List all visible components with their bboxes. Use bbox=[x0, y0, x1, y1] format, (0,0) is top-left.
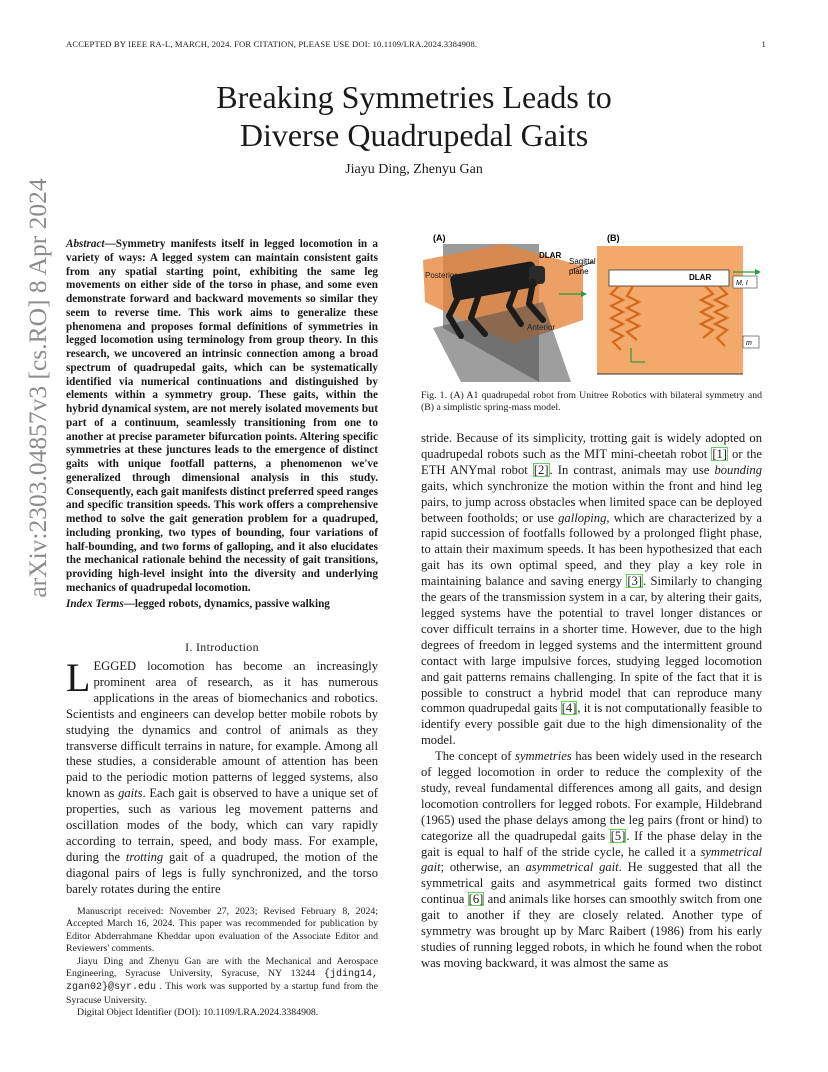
panel-a-label: (A) bbox=[433, 233, 446, 243]
body-text: gaits, which synchronize the motion within the front and hind leg pairs, to jump across obstacles when limited space can be deployed between footholds; or use bbox=[421, 478, 762, 525]
intro-text: gait of a quadruped, the motion of the diagonal pairs of legs is fully synchronized, and the torso barely rotates during the entire bbox=[66, 849, 378, 896]
body-text: . He suggested that all the symmetrical gaits and asymmetrical gaits formed two distinct continua bbox=[421, 860, 762, 907]
intro-text: . Each gait is observed to have a unique set of properties, such as various leg movement patterns and oscillation modes of the body, which can vary rapidly according to terrain, speed, and body mass. For example, during the bbox=[66, 786, 378, 864]
figure-caption: Fig. 1. (A) A1 quadrupedal robot from Unitree Robotics with bilateral symmetry and (B) a simplistic spring-mass model. bbox=[421, 390, 762, 414]
body-text: , it is not computationally feasible to identify every possible gait due to the high dimensionality of the model. bbox=[421, 701, 763, 748]
intro-term-gaits: gaits bbox=[118, 786, 143, 801]
term-asymmetrical-gait: asymmetrical gait bbox=[525, 860, 619, 875]
anterior-label: Anterior bbox=[527, 323, 556, 332]
citation-link[interactable]: [3] bbox=[627, 574, 643, 589]
authors: Jiayu Ding, Zhenyu Gan bbox=[345, 162, 483, 177]
running-header: ACCEPTED BY IEEE RA-L, MARCH, 2024. FOR CITATION, PLEASE USE DOI: 10.1109/LRA.2024.3384908. bbox=[66, 39, 478, 49]
term-symmetrical-gait: symmetrical gait bbox=[421, 844, 762, 875]
paper-title bbox=[0, 78, 828, 154]
index-terms-label: Index Terms bbox=[66, 598, 124, 610]
body-text: . In contrast, animals may use bbox=[549, 462, 715, 477]
footnote-text: . This work was supported by a startup fund from the Syracuse University. bbox=[66, 981, 378, 1006]
body-text: The concept of bbox=[435, 749, 516, 764]
body-text: or the ETH ANYmal robot bbox=[421, 446, 762, 477]
body-text: . Similarly to changing the gears of the transmission system in a car, by altering their gaits, legged systems have the potential to travel longer distances or cover difficult terrains in a shorter time. However, due to the high degrees of freedom in legged systems and the intermittent ground contact with large impulsive forces, studying legged locomotion and gait patterns remains challenging. In spite of the fact that it is possible to construct a hybrid model that can reproduce many common quadrupedal gaits bbox=[421, 574, 762, 716]
intro-first-word: EGGED bbox=[93, 659, 137, 673]
intro-term-trotting: trotting bbox=[125, 849, 164, 864]
body-text: has been widely used in the research of legged locomotion in order to reduce the complexity of the study, reveal fundamental differences among all gaits, and design locomotion controllers for legged robots. For example, Hildebrand (1965) used the phase delays among the leg pairs (front or hind) to categorize all the quadrupedal gaits bbox=[421, 749, 762, 843]
index-terms bbox=[66, 597, 378, 611]
posterior-label: Posterior bbox=[425, 271, 458, 280]
mass-inertia-label: M, I bbox=[736, 280, 748, 287]
index-terms-text: —legged robots, dynamics, passive walking bbox=[123, 598, 330, 610]
dlar-logo-b: DLAR bbox=[689, 273, 712, 282]
citation-link[interactable]: [4] bbox=[561, 701, 577, 716]
right-column-text bbox=[421, 431, 762, 972]
term-bounding: bounding bbox=[714, 462, 763, 477]
author-emails[interactable]: {jding14, zgan02}@syr.edu bbox=[66, 969, 378, 994]
title-line-1: Breaking Symmetries Leads to bbox=[216, 79, 612, 115]
footnote-doi: Digital Object Identifier (DOI): 10.1109/LRA.2024.3384908. bbox=[77, 1007, 319, 1019]
title-line-2: Diverse Quadrupedal Gaits bbox=[239, 117, 589, 153]
drop-cap: L bbox=[66, 655, 91, 700]
intro-paragraph bbox=[66, 655, 378, 898]
abstract bbox=[66, 238, 378, 596]
body-text: stride. Because of its simplicity, trotting gait is widely adopted on quadrupedal robots such as the MIT mini-cheetah robot bbox=[421, 431, 762, 461]
leg-mass-label: m bbox=[746, 340, 752, 347]
body-text: . If the phase delay in the gait is equal to half of the stride cycle, he called it a bbox=[421, 828, 762, 859]
term-galloping: galloping bbox=[558, 510, 607, 525]
velocity-arrowhead-a bbox=[581, 291, 587, 297]
abstract-label: Abstract bbox=[66, 238, 105, 250]
footnote-manuscript: Manuscript received: November 27, 2023; Revised February 8, 2024; Accepted March 16, 2024. This paper was recommended for publication by Editor Abderrahmane Kheddar upon evaluation of the Associate Editor and Reviewers' comments. bbox=[66, 906, 378, 955]
figure-1-graphic bbox=[421, 232, 762, 388]
figure-1 bbox=[421, 232, 762, 388]
plane-label: plane bbox=[569, 267, 589, 276]
page-number: 1 bbox=[761, 39, 766, 49]
body-paragraph bbox=[421, 749, 762, 972]
footnote-text: Jiayu Ding and Zhenyu Gan are with the Mechanical and Aerospace Engineering, Syracuse University, Syracuse, NY 13244 bbox=[66, 955, 378, 980]
citation-link[interactable]: [6] bbox=[468, 892, 484, 907]
body-text: ; otherwise, an bbox=[440, 860, 526, 875]
panel-b-label: (B) bbox=[607, 233, 620, 243]
citation-link[interactable]: [1] bbox=[712, 446, 727, 461]
section-heading: I. Introduction bbox=[185, 640, 259, 654]
dlar-logo-a: DLAR bbox=[539, 251, 562, 260]
body-text: and animals like horses can smoothly switch from one gait to another if they are closely related. Another type of symmetry was brought up by Marc Raibert (1986) from his early studies of running legged robots, in which he found when the robot was moving backward, it was almost the same as bbox=[421, 892, 762, 970]
body-paragraph bbox=[421, 431, 762, 749]
citation-link[interactable]: [5] bbox=[610, 828, 626, 843]
intro-text: locomotion has become an increasingly prominent area of research, as it has numerous applications in the areas of biomechanics and robotics. Scientists and engineers can develop better mobile robots by studying the dynamics and control of animals as they transverse difficult terrains in nature, for example. Among all these studies, a considerable amount of attention has been paid to the periodic motion patterns of legged systems, also known as bbox=[66, 659, 378, 801]
sagittal-label: Sagittal bbox=[569, 257, 596, 266]
arxiv-identifier: arXiv:2303.04857v3 [cs.RO] 8 Apr 2024 bbox=[23, 178, 52, 598]
body-text: , which are characterized by a rapid succession of footfalls followed by a prolonged flight phase, to attain their maximum speeds. It has been hypothesized that each gait has its own optimal speed, and they play a key role in maintaining balance and saving energy bbox=[421, 510, 762, 589]
footnote-affiliation bbox=[66, 956, 378, 1008]
velocity-arrowhead-b bbox=[755, 269, 761, 275]
footnotes bbox=[66, 906, 378, 1020]
abstract-text: —Symmetry manifests itself in legged locomotion in a variety of ways: A legged system can maintain consistent gaits from any spatial starting point, exhibiting the same leg movements on either side of the torso in phase, and some even demonstrate forward and backward movements so similar they seem to reverse time. This work aims to generalize these phenomena and proposes formal definitions of symmetries in legged locomotion using terminology from group theory. In this research, we uncovered an intrinsic connection among a broad spectrum of quadrupedal gaits, which can be systematically identified via numerical continuations and distinguished by elements within a symmetry group. These gaits, within the hybrid dynamical system, are not merely isolated movements but part of a continuum, seamlessly transitioning from one to another at precise parameter bifurcation points. Altering specific symmetries at these junctures leads to the emergence of distinct gaits with unique footfall patterns, a phenomenon we've generalized through dimensional analysis in this study. Consequently, each gait manifests distinct preferred speed ranges and specific transition speeds. This work offers a comprehensive method to solve the gait generation problem for a quadruped, including pronking, two types of bounding, four variations of half-bounding, and two forms of galloping, and it also elucidates the mechanical rationale behind the necessity of gait transitions, providing high-level insight into the diversity and underlying mechanics of quadrupedal locomotion. bbox=[66, 238, 378, 594]
citation-link[interactable]: [2] bbox=[533, 462, 549, 477]
term-symmetries: symmetries bbox=[515, 749, 572, 764]
